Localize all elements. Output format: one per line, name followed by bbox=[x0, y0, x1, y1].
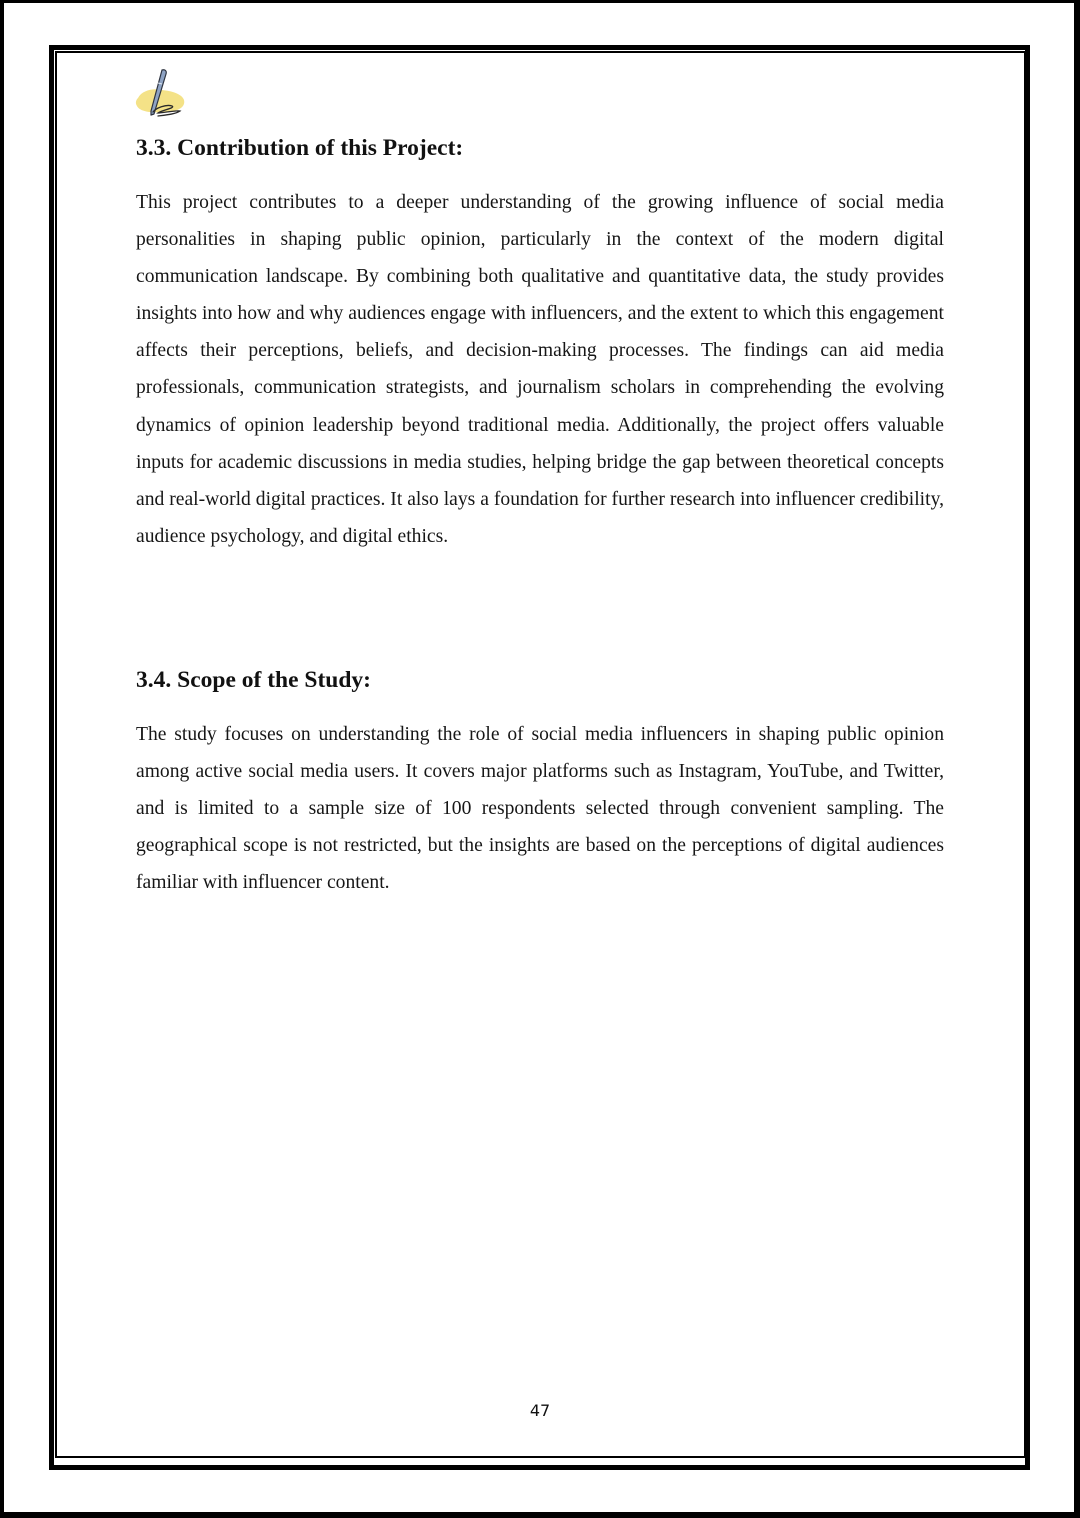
section-heading-scope: 3.4. Scope of the Study: bbox=[136, 667, 372, 693]
photo-frame-right-edge bbox=[1074, 0, 1080, 1518]
section-body-contribution: This project contributes to a deeper understanding of the growing influence of social media personalities in shaping public opinion, particularly in the context of the modern digital communication landscape. By combining both qualitative and quantitative data, the study provides insights into how and why audiences engage with influencers, and the extent to which this engagement affects their perceptions, beliefs, and decision-making processes. The findings can aid media professionals, communication strategists, and journalism scholars in comprehending the evolving dynamics of opinion leadership beyond traditional media. Additionally, the project offers valuable inputs for academic discussions in media studies, helping bridge the gap between theoretical concepts and real-world digital practices. It also lays a foundation for further research into influencer credibility, audience psychology, and digital ethics. bbox=[136, 192, 944, 547]
photo-frame-left-edge bbox=[0, 0, 4, 1518]
page-number: 47 bbox=[529, 1401, 551, 1420]
section-heading-contribution: 3.3. Contribution of this Project: bbox=[136, 135, 464, 161]
photo-frame-bottom-edge bbox=[0, 1512, 1080, 1518]
section-body-scope: The study focuses on understanding the role of social media influencers in shaping public opinion among active social media users. It covers major platforms such as Instagram, YouTube, and Twitter, and is limited to a sample size of 100 respondents selected through convenient sampling. The geographical scope is not restricted, but the insights are based on the perceptions of digital audiences familiar with influencer content. bbox=[136, 724, 944, 894]
photo-frame-top-edge bbox=[0, 0, 1080, 3]
pen-writing-icon bbox=[132, 68, 192, 120]
